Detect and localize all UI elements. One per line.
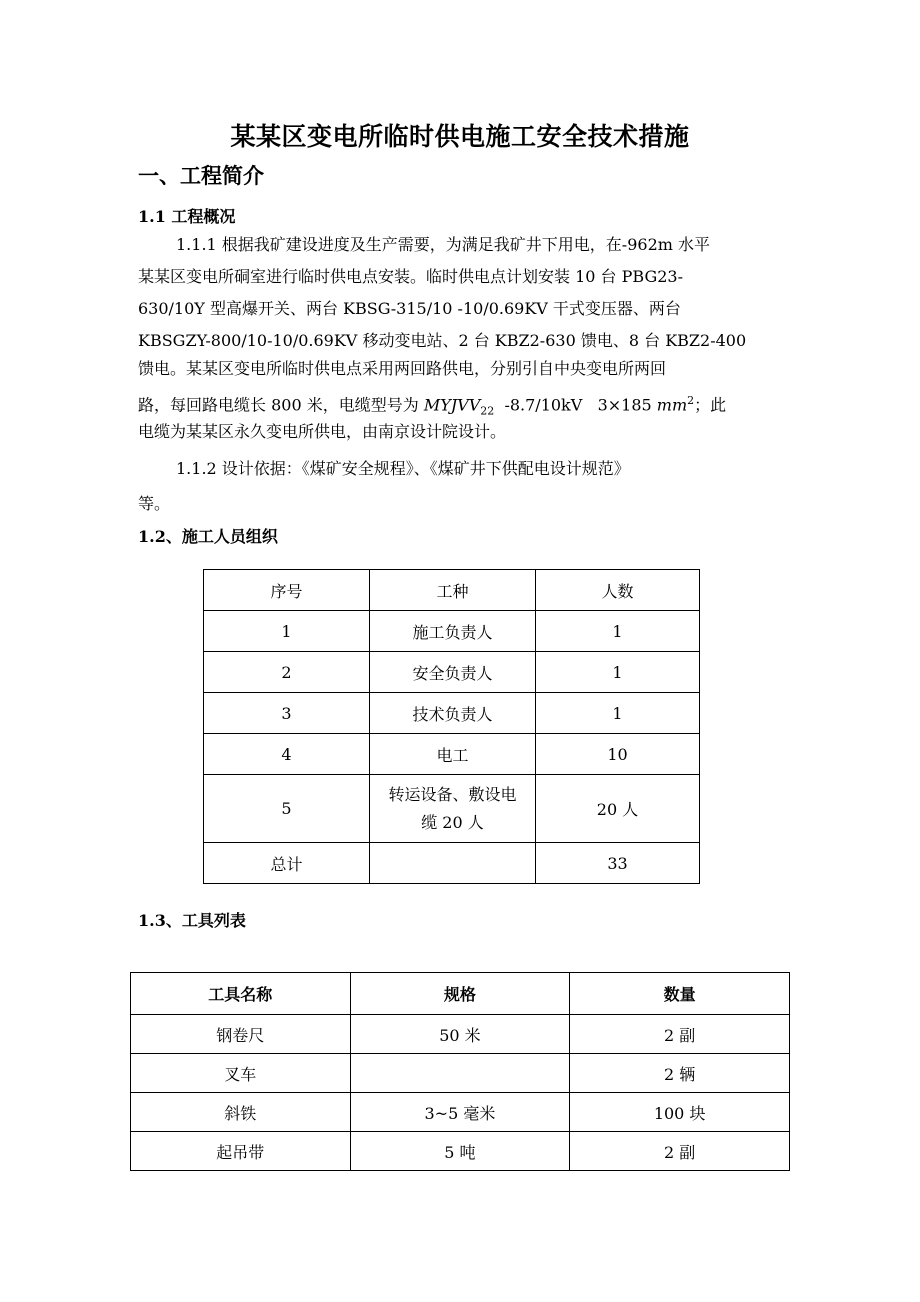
- table-cell: 5 吨: [350, 1132, 570, 1171]
- paragraph-line: 馈电。某某区变电所临时供电点采用两回路供电，分别引自中央变电所两回: [138, 359, 667, 378]
- section-heading-project-intro: 一、工程简介: [138, 163, 264, 188]
- table-header-cell: 规格: [350, 973, 570, 1015]
- cable-voltage-spec: -8.7/10kV 3×185: [494, 395, 657, 415]
- table-cell: 50 米: [350, 1015, 570, 1054]
- table-cell: 2 副: [570, 1132, 790, 1171]
- staff-table: [203, 569, 700, 884]
- table-header-cell: 序号: [204, 570, 370, 611]
- table-cell: [370, 843, 536, 884]
- table-cell: 5: [204, 775, 370, 843]
- table-header-cell: 数量: [570, 973, 790, 1015]
- table-cell: [350, 1054, 570, 1093]
- paragraph-line: 1.1.2 设计依据：《煤矿安全规程》、《煤矿井下供配电设计规范》: [176, 459, 630, 478]
- text-run: 路，每回路电缆长 800 米，电缆型号为: [138, 395, 424, 415]
- table-cell: 20 人: [536, 775, 700, 843]
- unit: mm: [656, 395, 688, 415]
- unit-superscript: 2: [687, 394, 695, 407]
- table-row: [131, 1132, 790, 1171]
- table-cell: 1: [536, 652, 700, 693]
- table-cell: 起吊带: [131, 1132, 351, 1171]
- table-cell: 安全负责人: [370, 652, 536, 693]
- table-total-row: [204, 843, 700, 884]
- table-header-row: [204, 570, 700, 611]
- cable-model-subscript: 22: [480, 404, 495, 418]
- table-cell: 1: [536, 611, 700, 652]
- cell-line: 转运设备、敷设电: [388, 784, 517, 804]
- paragraph-line: 等。: [138, 494, 171, 513]
- table-cell: 叉车: [131, 1054, 351, 1093]
- table-row: [204, 652, 700, 693]
- table-header-cell: 工具名称: [131, 973, 351, 1015]
- table-row: [204, 611, 700, 652]
- tools-table: [130, 972, 790, 1171]
- table-row: [131, 1093, 790, 1132]
- paragraph-line: 1.1.1 根据我矿建设进度及生产需要，为满足我矿井下用电，在-962m 水平: [176, 235, 711, 254]
- table-cell: 3~5 毫米: [350, 1093, 570, 1132]
- table-cell: 斜铁: [131, 1093, 351, 1132]
- table-cell: 2 辆: [570, 1054, 790, 1093]
- table-row: [204, 775, 700, 843]
- table-cell: 1: [204, 611, 370, 652]
- table-cell: 2 副: [570, 1015, 790, 1054]
- table-cell: 1: [536, 693, 700, 734]
- paragraph-line: 电缆为某某区永久变电所供电，由南京设计院设计。: [138, 422, 507, 441]
- table-row: [204, 693, 700, 734]
- table-cell: 4: [204, 734, 370, 775]
- table-cell: 电工: [370, 734, 536, 775]
- subsection-heading-tools: 1.3、工具列表: [138, 911, 246, 930]
- table-cell: 2: [204, 652, 370, 693]
- table-header-cell: 人数: [536, 570, 700, 611]
- cell-line: 缆 20 人: [421, 812, 484, 832]
- table-cell: 施工负责人: [370, 611, 536, 652]
- table-cell: 总计: [204, 843, 370, 884]
- table-cell: 100 块: [570, 1093, 790, 1132]
- table-cell: 10: [536, 734, 700, 775]
- subsection-heading-overview: 1.1 工程概况: [138, 207, 236, 226]
- table-row: [131, 1015, 790, 1054]
- text-run: ；此: [694, 395, 727, 415]
- table-cell: 钢卷尺: [131, 1015, 351, 1054]
- table-row: [204, 734, 700, 775]
- table-header-row: [131, 973, 790, 1015]
- table-row: [131, 1054, 790, 1093]
- table-cell: 3: [204, 693, 370, 734]
- table-cell: 33: [536, 843, 700, 884]
- document-title: 某某区变电所临时供电施工安全技术措施: [230, 122, 690, 151]
- table-cell: 技术负责人: [370, 693, 536, 734]
- table-header-cell: 工种: [370, 570, 536, 611]
- paragraph-line: KBSGZY-800/10-10/0.69KV 移动变电站、2 台 KBZ2-630 馈电、8 台 KBZ2-400: [138, 331, 747, 350]
- paragraph-line: 630/10Y 型高爆开关、两台 KBSG-315/10 -10/0.69KV 干式变压器、两台: [138, 299, 681, 318]
- paragraph-line: 某某区变电所硐室进行临时供电点安装。临时供电点计划安装 10 台 PBG23-: [138, 267, 683, 286]
- cable-model: MYJVV: [423, 395, 481, 415]
- subsection-heading-staff: 1.2、施工人员组织: [138, 527, 278, 546]
- table-cell: [370, 775, 536, 843]
